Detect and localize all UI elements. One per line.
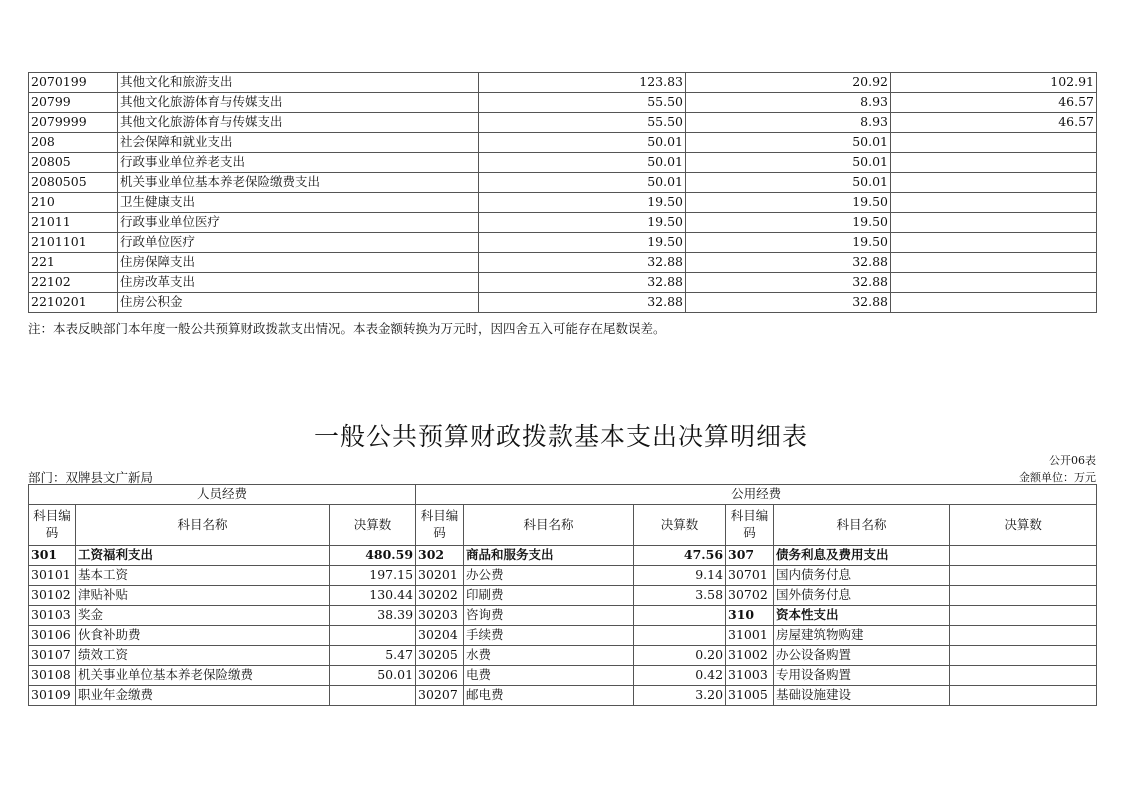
project-amount-cell <box>891 233 1097 253</box>
table-row <box>29 686 1097 706</box>
table-row <box>29 213 1097 233</box>
public-code-cell: 30203 <box>416 606 464 626</box>
public-name-cell: 资本性支出 <box>774 606 950 626</box>
total-amount-cell: 55.50 <box>479 93 686 113</box>
public-name-cell: 邮电费 <box>464 686 634 706</box>
basic-amount-cell: 50.01 <box>686 173 891 193</box>
subject-code-cell: 2079999 <box>29 113 118 133</box>
project-amount-cell <box>891 153 1097 173</box>
personnel-name-cell: 机关事业单位基本养老保险缴费 <box>76 666 330 686</box>
project-amount-cell <box>891 213 1097 233</box>
public-amount-cell <box>950 606 1097 626</box>
public-code-cell: 31002 <box>726 646 774 666</box>
table-row <box>29 253 1097 273</box>
group-header-row <box>29 485 1097 505</box>
public-name-cell: 办公设备购置 <box>774 646 950 666</box>
public-amount-cell: 47.56 <box>634 546 726 566</box>
project-amount-cell <box>891 133 1097 153</box>
subject-name-cell: 其他文化和旅游支出 <box>118 73 479 93</box>
column-header-row <box>29 505 1097 546</box>
subject-name-cell: 卫生健康支出 <box>118 193 479 213</box>
public-name-cell: 国外债务付息 <box>774 586 950 606</box>
project-amount-cell <box>891 173 1097 193</box>
personnel-amount-cell <box>330 686 416 706</box>
table-row <box>29 273 1097 293</box>
table-row <box>29 173 1097 193</box>
basic-amount-cell: 8.93 <box>686 93 891 113</box>
project-amount-cell <box>891 273 1097 293</box>
public-name-cell: 水费 <box>464 646 634 666</box>
amount-unit-label: 金额单位：万元 <box>1019 471 1096 484</box>
project-amount-cell <box>891 193 1097 213</box>
personnel-name-cell: 工资福利支出 <box>76 546 330 566</box>
personnel-amount-cell: 38.39 <box>330 606 416 626</box>
table-row <box>29 546 1097 566</box>
public-code-cell: 31003 <box>726 666 774 686</box>
public-code-cell: 307 <box>726 546 774 566</box>
subject-code-cell: 20805 <box>29 153 118 173</box>
public-amount-cell <box>950 686 1097 706</box>
subject-code-cell: 208 <box>29 133 118 153</box>
subject-code-cell: 2070199 <box>29 73 118 93</box>
public-amount-cell <box>950 666 1097 686</box>
public-amount-cell <box>950 546 1097 566</box>
public-code-cell: 310 <box>726 606 774 626</box>
table-row <box>29 646 1097 666</box>
basic-amount-cell: 32.88 <box>686 273 891 293</box>
personnel-code-cell: 30107 <box>29 646 76 666</box>
personnel-code-cell: 30101 <box>29 566 76 586</box>
public-name-cell: 办公费 <box>464 566 634 586</box>
subject-name-cell: 住房公积金 <box>118 293 479 313</box>
total-amount-cell: 32.88 <box>479 253 686 273</box>
public-code-cell: 302 <box>416 546 464 566</box>
total-amount-cell: 123.83 <box>479 73 686 93</box>
total-amount-cell: 32.88 <box>479 293 686 313</box>
public-code-cell: 30201 <box>416 566 464 586</box>
personnel-code-cell: 30109 <box>29 686 76 706</box>
personnel-code-cell: 30102 <box>29 586 76 606</box>
personnel-amount-cell: 197.15 <box>330 566 416 586</box>
personnel-name-cell: 职业年金缴费 <box>76 686 330 706</box>
personnel-name-cell: 奖金 <box>76 606 330 626</box>
public-amount-cell <box>950 586 1097 606</box>
page-title: 一般公共预算财政拨款基本支出决算明细表 <box>313 422 808 451</box>
public-amount-cell <box>634 606 726 626</box>
subject-name-cell: 住房改革支出 <box>118 273 479 293</box>
public-code-cell: 30207 <box>416 686 464 706</box>
col-amount-header: 决算数 <box>950 505 1097 546</box>
public-name-cell: 商品和服务支出 <box>464 546 634 566</box>
project-amount-cell <box>891 293 1097 313</box>
subject-name-cell: 行政事业单位养老支出 <box>118 153 479 173</box>
basic-amount-cell: 50.01 <box>686 153 891 173</box>
table-row <box>29 293 1097 313</box>
total-amount-cell: 50.01 <box>479 153 686 173</box>
basic-amount-cell: 32.88 <box>686 293 891 313</box>
subject-code-cell: 22102 <box>29 273 118 293</box>
project-amount-cell: 102.91 <box>891 73 1097 93</box>
personnel-amount-cell: 130.44 <box>330 586 416 606</box>
basic-amount-cell: 20.92 <box>686 73 891 93</box>
public-name-cell: 房屋建筑物购建 <box>774 626 950 646</box>
table-row <box>29 73 1097 93</box>
table-row <box>29 133 1097 153</box>
col-name-header: 科目名称 <box>464 505 634 546</box>
table-row <box>29 113 1097 133</box>
personnel-amount-cell <box>330 626 416 646</box>
group-public-header: 公用经费 <box>416 485 1097 505</box>
public-amount-cell: 0.42 <box>634 666 726 686</box>
subject-name-cell: 行政事业单位医疗 <box>118 213 479 233</box>
basic-amount-cell: 8.93 <box>686 113 891 133</box>
personnel-name-cell: 基本工资 <box>76 566 330 586</box>
public-amount-cell: 0.20 <box>634 646 726 666</box>
total-amount-cell: 19.50 <box>479 193 686 213</box>
public-amount-cell <box>950 646 1097 666</box>
public-code-cell: 30206 <box>416 666 464 686</box>
table-row <box>29 566 1097 586</box>
personnel-code-cell: 30106 <box>29 626 76 646</box>
col-code-header: 科目编码 <box>416 505 464 546</box>
col-amount-header: 决算数 <box>330 505 416 546</box>
project-amount-cell <box>891 253 1097 273</box>
total-amount-cell: 55.50 <box>479 113 686 133</box>
table-row <box>29 666 1097 686</box>
public-amount-cell <box>950 566 1097 586</box>
basic-amount-cell: 32.88 <box>686 253 891 273</box>
personnel-code-cell: 30103 <box>29 606 76 626</box>
col-name-header: 科目名称 <box>774 505 950 546</box>
col-code-header: 科目编码 <box>726 505 774 546</box>
col-name-header: 科目名称 <box>76 505 330 546</box>
public-code-cell: 30701 <box>726 566 774 586</box>
table-row <box>29 93 1097 113</box>
department-label: 部门：双牌县文广新局 <box>28 470 154 485</box>
personnel-amount-cell: 5.47 <box>330 646 416 666</box>
subject-name-cell: 行政单位医疗 <box>118 233 479 253</box>
public-name-cell: 基础设施建设 <box>774 686 950 706</box>
public-name-cell: 印刷费 <box>464 586 634 606</box>
basic-amount-cell: 19.50 <box>686 233 891 253</box>
table-row <box>29 606 1097 626</box>
col-code-header: 科目编码 <box>29 505 76 546</box>
public-name-cell: 咨询费 <box>464 606 634 626</box>
subject-name-cell: 其他文化旅游体育与传媒支出 <box>118 113 479 133</box>
public-amount-cell: 3.58 <box>634 586 726 606</box>
public-code-cell: 31001 <box>726 626 774 646</box>
project-amount-cell: 46.57 <box>891 113 1097 133</box>
subject-code-cell: 21011 <box>29 213 118 233</box>
public-name-cell: 债务利息及费用支出 <box>774 546 950 566</box>
subject-code-cell: 20799 <box>29 93 118 113</box>
public-name-cell: 手续费 <box>464 626 634 646</box>
basic-amount-cell: 19.50 <box>686 213 891 233</box>
group-personnel-header: 人员经费 <box>29 485 416 505</box>
personnel-name-cell: 绩效工资 <box>76 646 330 666</box>
public-code-cell: 31005 <box>726 686 774 706</box>
public-code-cell: 30204 <box>416 626 464 646</box>
total-amount-cell: 32.88 <box>479 273 686 293</box>
public-amount-cell <box>634 626 726 646</box>
public-code-cell: 30205 <box>416 646 464 666</box>
subject-name-cell: 其他文化旅游体育与传媒支出 <box>118 93 479 113</box>
table-row <box>29 233 1097 253</box>
expenditure-table-continued <box>28 72 1097 313</box>
public-amount-cell: 3.20 <box>634 686 726 706</box>
public-name-cell: 国内债务付息 <box>774 566 950 586</box>
subject-code-cell: 221 <box>29 253 118 273</box>
personnel-code-cell: 30108 <box>29 666 76 686</box>
table-row <box>29 153 1097 173</box>
basic-amount-cell: 19.50 <box>686 193 891 213</box>
col-amount-header: 决算数 <box>634 505 726 546</box>
personnel-amount-cell: 480.59 <box>330 546 416 566</box>
total-amount-cell: 19.50 <box>479 213 686 233</box>
public-amount-cell: 9.14 <box>634 566 726 586</box>
total-amount-cell: 19.50 <box>479 233 686 253</box>
subject-code-cell: 2080505 <box>29 173 118 193</box>
personnel-name-cell: 伙食补助费 <box>76 626 330 646</box>
table-note: 注：本表反映部门本年度一般公共预算财政拨款支出情况。本表金额转换为万元时，因四舍五入可能存在尾数误差。 <box>28 321 666 336</box>
personnel-code-cell: 301 <box>29 546 76 566</box>
basic-expenditure-detail-table <box>28 484 1097 706</box>
subject-code-cell: 210 <box>29 193 118 213</box>
public-code-cell: 30702 <box>726 586 774 606</box>
subject-name-cell: 社会保障和就业支出 <box>118 133 479 153</box>
subject-name-cell: 住房保障支出 <box>118 253 479 273</box>
subject-code-cell: 2210201 <box>29 293 118 313</box>
personnel-name-cell: 津贴补贴 <box>76 586 330 606</box>
subject-code-cell: 2101101 <box>29 233 118 253</box>
table-row <box>29 193 1097 213</box>
personnel-amount-cell: 50.01 <box>330 666 416 686</box>
basic-amount-cell: 50.01 <box>686 133 891 153</box>
total-amount-cell: 50.01 <box>479 133 686 153</box>
table-row <box>29 586 1097 606</box>
public-name-cell: 电费 <box>464 666 634 686</box>
total-amount-cell: 50.01 <box>479 173 686 193</box>
project-amount-cell: 46.57 <box>891 93 1097 113</box>
public-name-cell: 专用设备购置 <box>774 666 950 686</box>
subject-name-cell: 机关事业单位基本养老保险缴费支出 <box>118 173 479 193</box>
table-row <box>29 626 1097 646</box>
public-amount-cell <box>950 626 1097 646</box>
public-code-cell: 30202 <box>416 586 464 606</box>
form-number: 公开06表 <box>1049 454 1096 467</box>
